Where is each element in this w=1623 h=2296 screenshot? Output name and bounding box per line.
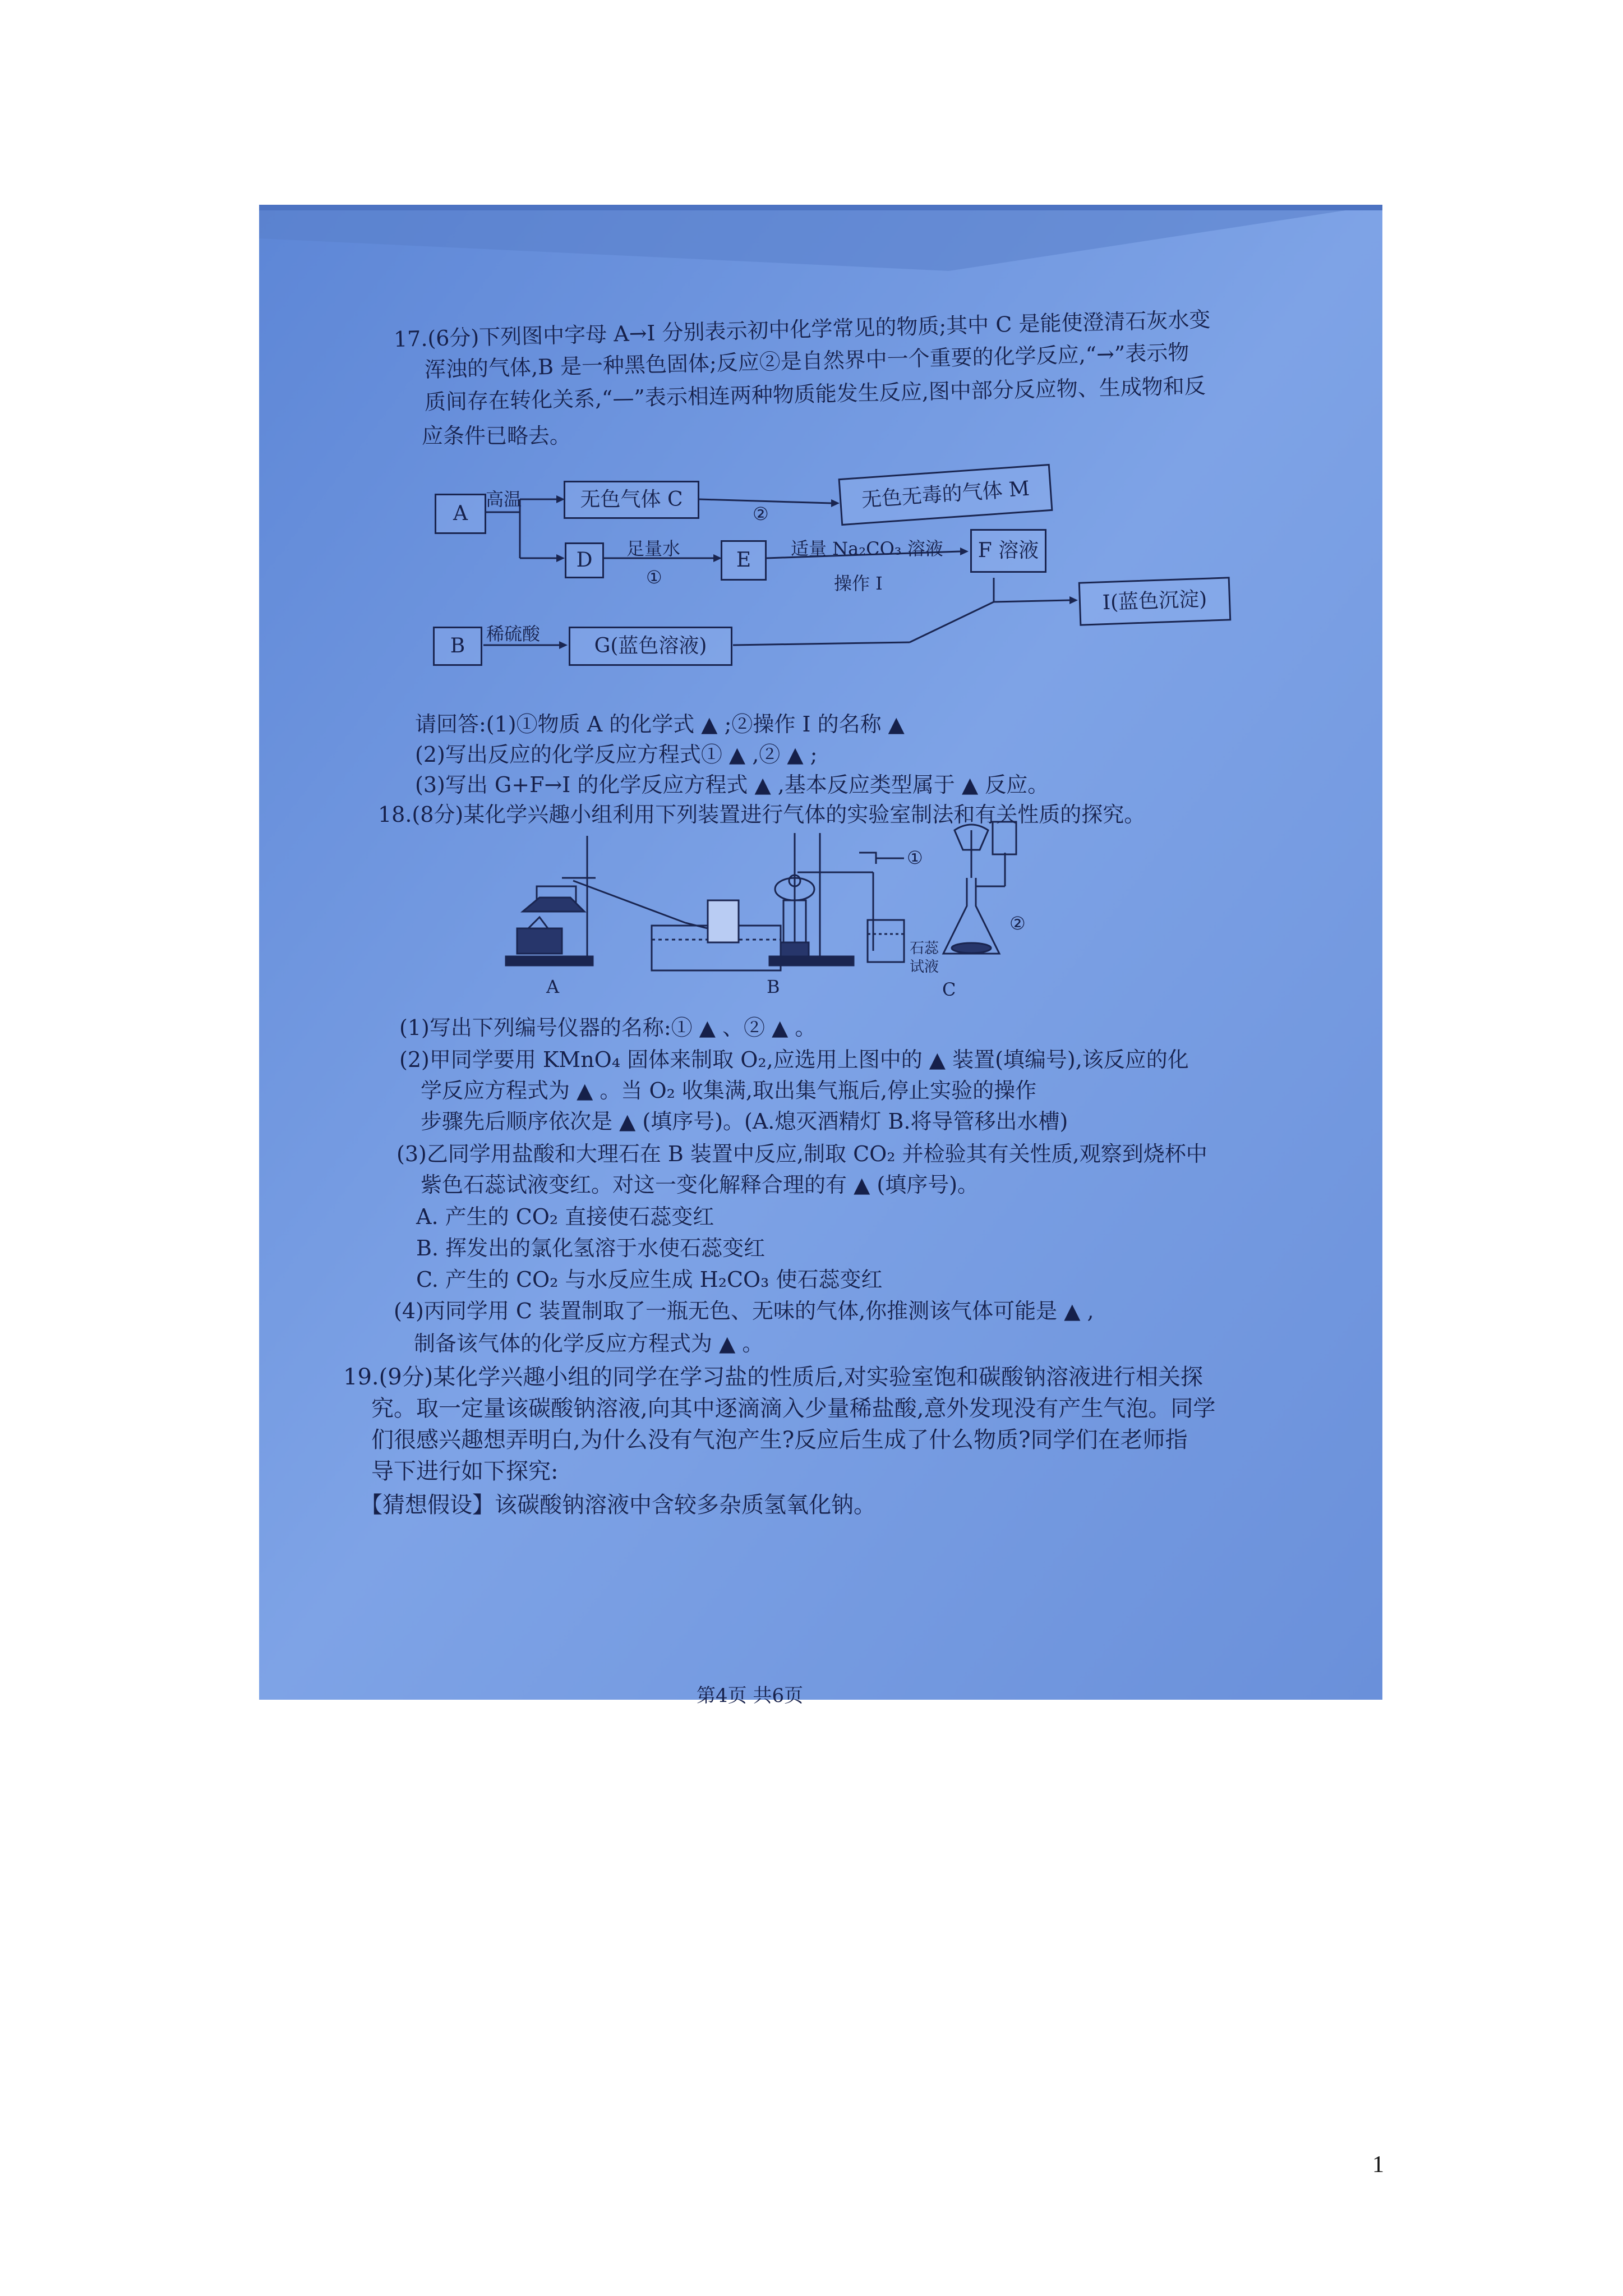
q18-question-4: (4)丙同学用 C 装置制取了一瓶无色、无味的气体,你推测该气体可能是 ▲ , [394, 1299, 1094, 1323]
apparatus-a-label: A [546, 976, 560, 997]
label-water: 足量水 [626, 538, 681, 559]
q19-line-4: 导下进行如下探究: [371, 1458, 559, 1484]
q18-question-2c: 步骤先后顺序依次是 ▲ (填序号)。(A.熄灭酒精灯 B.将导管移出水槽) [421, 1109, 1068, 1134]
q19-line-1: 19.(9分)某化学兴趣小组的同学在学习盐的性质后,对实验室饱和碳酸钠溶液进行相关探 [343, 1364, 1203, 1390]
q17-intro-line-3: 质间存在转化关系,“—”表示相连两种物质能发生反应,图中部分反应物、生成物和反 [424, 373, 1206, 415]
q18-question-3: (3)乙同学用盐酸和大理石在 B 装置中反应,制取 CO₂ 并检验其有关性质,观察到烧杯中 [396, 1142, 1207, 1166]
node-g: G(蓝色溶液) [569, 627, 732, 666]
q18-question-2b: 学反应方程式为 ▲ 。当 O₂ 收集满,取出集气瓶后,停止实验的操作 [421, 1078, 1037, 1103]
node-d: D [565, 542, 604, 578]
q18-question-4b: 制备该气体的化学反应方程式为 ▲ 。 [414, 1331, 764, 1356]
q18-intro: 18.(8分)某化学兴趣小组利用下列装置进行气体的实验室制法和有关性质的探究。 [378, 802, 1146, 827]
q17-intro-line-1: 17.(6分)下列图中字母 A→I 分别表示初中化学常见的物质;其中 C 是能使澄清石灰水变 [393, 307, 1211, 352]
page-number: 1 [1372, 2152, 1384, 2178]
label-reaction-2: ② [753, 503, 769, 524]
marker-1: ① [907, 847, 923, 868]
node-i: I(蓝色沉淀) [1078, 577, 1232, 625]
q17-intro-line-4: 应条件已略去。 [422, 424, 571, 448]
q18-question-1: (1)写出下列编号仪器的名称:① ▲ 、② ▲ 。 [399, 1015, 817, 1040]
exam-sheet [259, 205, 1382, 1707]
photo-page-footer: 第4页 共6页 [697, 1685, 804, 1707]
node-b: B [433, 627, 482, 666]
node-m: 无色无毒的气体 M [838, 464, 1053, 526]
q18-option-c: C. 产生的 CO₂ 与水反应生成 H₂CO₃ 使石蕊变红 [416, 1267, 883, 1292]
q19-line-3: 们很感兴趣想弄明白,为什么没有气泡产生?反应后生成了什么物质?同学们在老师指 [371, 1427, 1188, 1453]
q17-question-1: 请回答:(1)①物质 A 的化学式 ▲ ;②操作 I 的名称 ▲ [415, 712, 905, 737]
apparatus-c-label: C [942, 979, 956, 1000]
q17-intro-line-2: 浑浊的气体,B 是一种黑色固体;反应②是自然界中一个重要的化学反应,“→”表示物 [424, 340, 1189, 382]
label-reaction-1: ① [646, 567, 662, 588]
label-dilute-acid: 稀硫酸 [486, 623, 541, 645]
q18-question-3b: 紫色石蕊试液变红。对这一变化解释合理的有 ▲ (填序号)。 [421, 1172, 979, 1197]
node-e: E [721, 540, 767, 581]
apparatus-b-label: B [767, 976, 780, 997]
q18-question-2: (2)甲同学要用 KMnO₄ 固体来制取 O₂,应选用上图中的 ▲ 装置(填编号),该反应的化 [399, 1047, 1189, 1072]
q19-line-5: 【猜想假设】该碳酸钠溶液中含较多杂质氢氧化钠。 [360, 1492, 876, 1518]
q18-option-a: A. 产生的 CO₂ 直接使石蕊变红 [416, 1204, 714, 1229]
q17-question-3: (3)写出 G+F→I 的化学反应方程式 ▲ ,基本反应类型属于 ▲ 反应。 [415, 772, 1049, 797]
node-c: 无色气体 C [564, 481, 699, 519]
litmus-label: 石蕊 [910, 940, 939, 957]
marker-2: ② [1009, 913, 1026, 934]
label-na2co3: 适量 Na₂CO₃ 溶液 [791, 538, 943, 559]
label-operation-1: 操作 I [834, 573, 883, 594]
node-f: F 溶液 [970, 529, 1046, 573]
q18-option-b: B. 挥发出的氯化氢溶于水使石蕊变红 [416, 1236, 766, 1260]
q17-question-2: (2)写出反应的化学反应方程式① ▲ ,② ▲ ; [415, 742, 818, 767]
node-a: A [435, 494, 486, 534]
scanned-photo [259, 205, 1382, 1707]
q19-line-2: 究。取一定量该碳酸钠溶液,向其中逐滴滴入少量稀盐酸,意外发现没有产生气泡。同学 [371, 1396, 1216, 1421]
reagent-label: 试液 [910, 959, 939, 976]
label-high-temp: 高温 [486, 489, 522, 510]
